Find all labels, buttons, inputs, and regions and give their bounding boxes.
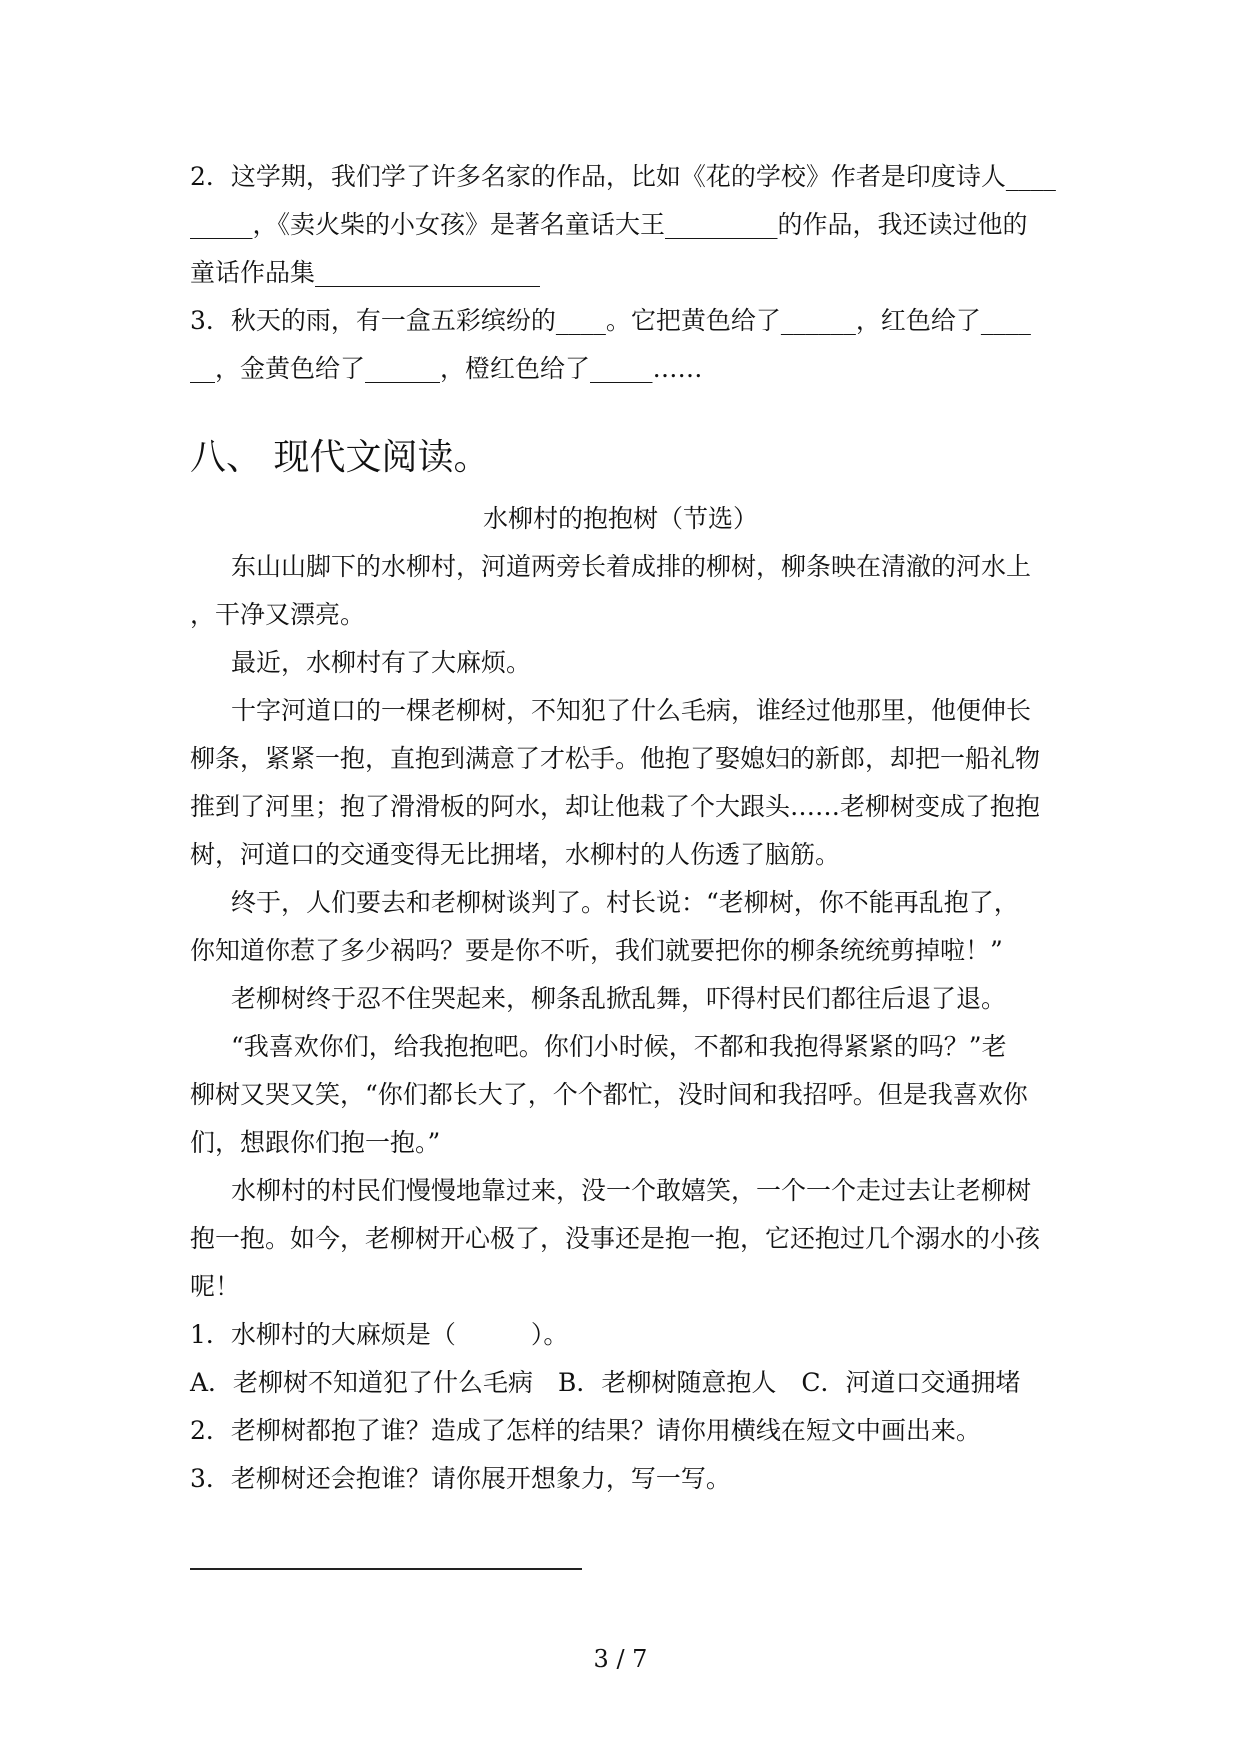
passage-line: 推到了河里；抱了滑滑板的阿水，却让他栽了个大跟头……老柳树变成了抱抱 <box>190 792 1041 821</box>
question-options: A．老柳树不知道犯了什么毛病 B．老柳树随意抱人 C．河道口交通拥堵 <box>190 1368 1021 1397</box>
fill-in-line: 3．秋天的雨，有一盒五彩缤纷的____。它把黄色给了______，红色给了____ <box>190 306 1031 335</box>
passage-line: ，干净又漂亮。 <box>190 600 366 629</box>
question-line: 1．水柳村的大麻烦是（ ）。 <box>190 1320 569 1349</box>
passage-line: 最近，水柳村有了大麻烦。 <box>231 648 532 677</box>
question-line: 3．老柳树还会抱谁？请你展开想象力，写一写。 <box>190 1464 731 1493</box>
passage-line: “我喜欢你们，给我抱抱吧。你们小时候，不都和我抱得紧紧的吗？”老 <box>231 1032 1007 1061</box>
answer-line[interactable] <box>190 1568 582 1570</box>
passage-line: 柳树又哭又笑，“你们都长大了，个个都忙，没时间和我招呼。但是我喜欢你 <box>190 1080 1028 1109</box>
fill-in-line: 童话作品集__________________ <box>190 258 541 287</box>
fill-in-line: __，金黄色给了______，橙红色给了_____…… <box>190 354 703 383</box>
passage-line: 老柳树终于忍不住哭起来，柳条乱掀乱舞，吓得村民们都往后退了退。 <box>231 984 1007 1013</box>
passage-line: 水柳村的村民们慢慢地靠过来，没一个敢嬉笑，一个一个走过去让老柳树 <box>231 1176 1032 1205</box>
passage-title: 水柳村的抱抱树（节选） <box>482 504 758 533</box>
page-number: 3 / 7 <box>593 1645 648 1673</box>
question-line: 2．老柳树都抱了谁？造成了怎样的结果？请你用横线在短文中画出来。 <box>190 1416 981 1445</box>
passage-line: 终于，人们要去和老柳树谈判了。村长说：“老柳树，你不能再乱抱了， <box>231 888 1019 917</box>
passage-line: 抱一抱。如今，老柳树开心极了，没事还是抱一抱，它还抱过几个溺水的小孩 <box>190 1224 1041 1253</box>
passage-line: 十字河道口的一棵老柳树，不知犯了什么毛病，谁经过他那里，他便伸长 <box>231 696 1032 725</box>
passage-line: 呢！ <box>190 1272 241 1301</box>
passage-line: 柳条，紧紧一抱，直抱到满意了才松手。他抱了娶媳妇的新郎，却把一船礼物 <box>190 744 1041 773</box>
fill-in-line: 2．这学期，我们学了许多名家的作品，比如《花的学校》作者是印度诗人____ <box>190 162 1056 191</box>
fill-in-line: _____，《卖火柴的小女孩》是著名童话大王_________的作品，我还读过他的 <box>190 210 1028 239</box>
passage-line: 东山山脚下的水柳村，河道两旁长着成排的柳树，柳条映在清澈的河水上 <box>231 552 1032 581</box>
passage-line: 树，河道口的交通变得无比拥堵，水柳村的人伤透了脑筋。 <box>190 840 841 869</box>
section-heading: 八、 现代文阅读。 <box>190 437 490 478</box>
passage-line: 们，想跟你们抱一抱。” <box>190 1128 441 1157</box>
passage-line: 你知道你惹了多少祸吗？要是你不听，我们就要把你的柳条统统剪掉啦！” <box>190 936 1003 965</box>
